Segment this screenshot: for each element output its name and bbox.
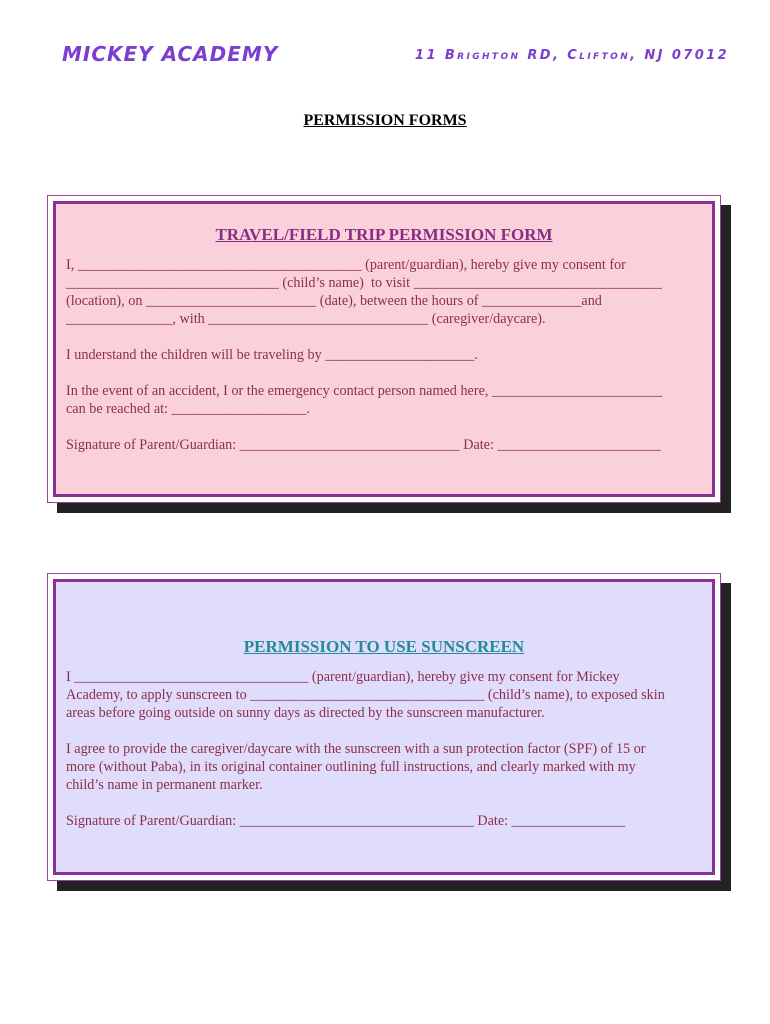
consent-line: ______________________________ (child’s name) to visit ___________________________________: [66, 275, 662, 291]
consent-line: Academy, to apply sunscreen to _________________________________ (child’s name), to exposed skin: [66, 687, 665, 703]
school-name: MICKEY ACADEMY: [62, 42, 279, 66]
emergency-line: can be reached at: ___________________.: [66, 401, 310, 417]
signature-line: Signature of Parent/Guardian: _______________________________ Date: _______________________: [66, 437, 661, 453]
travel-form-title: TRAVEL/FIELD TRIP PERMISSION FORM: [215, 225, 553, 244]
agreement-line: I agree to provide the caregiver/daycare with the sunscreen with a sun protection factor (SPF) of 15 or: [66, 741, 646, 757]
consent-line: I, ________________________________________ (parent/guardian), hereby give my consent for: [66, 257, 626, 273]
consent-line: (location), on ________________________ (date), between the hours of ______________and: [66, 293, 602, 309]
page-title: PERMISSION FORMS: [303, 112, 467, 129]
agreement-line: more (without Paba), in its original container outlining full instructions, and clearly marked with my: [66, 759, 636, 775]
travel-mode-line: I understand the children will be traveling by _____________________.: [66, 347, 478, 363]
signature-line: Signature of Parent/Guardian: _________________________________ Date: ________________: [66, 813, 626, 829]
form-panel: [53, 579, 715, 875]
form-panel: [53, 201, 715, 497]
consent-line: _______________, with _______________________________ (caregiver/daycare).: [66, 311, 546, 327]
sunscreen-permission-form: [47, 573, 721, 881]
school-address: 11 Brighton RD, Clifton, NJ 07012: [415, 48, 730, 63]
emergency-line: In the event of an accident, I or the emergency contact person named here, ________________________: [66, 383, 663, 399]
sunscreen-form-title: PERMISSION TO USE SUNSCREEN: [243, 637, 525, 656]
consent-line: I _________________________________ (parent/guardian), hereby give my consent for Mickey: [66, 669, 620, 685]
consent-line: areas before going outside on sunny days as directed by the sunscreen manufacturer.: [66, 705, 545, 721]
agreement-line: child’s name in permanent marker.: [66, 777, 263, 793]
travel-permission-form: [47, 195, 721, 503]
